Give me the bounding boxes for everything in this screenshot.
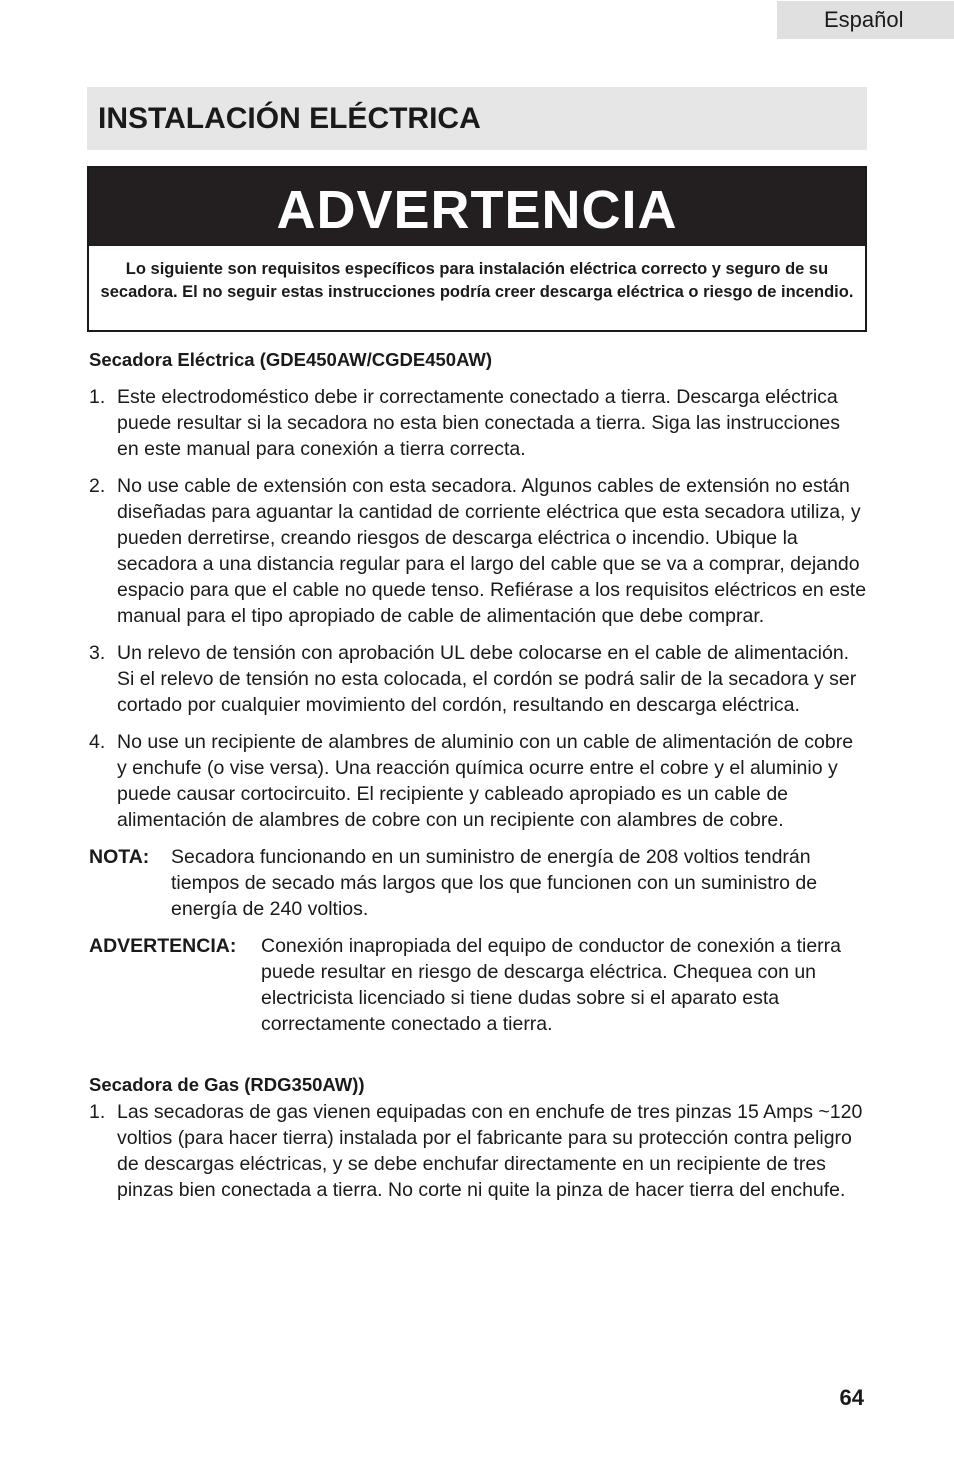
list-item-number: 1. [89,386,106,408]
list-item [89,1099,867,1203]
gas-dryer-list [89,1099,867,1203]
warning-heading: ADVERTENCIA [89,168,865,246]
list-item-text: Este electrodoméstico debe ir correctamente conectado a tierra. Descarga eléctrica puede resultar si la secadora no esta bien conectada a tierra. Siga las instrucciones en este manual para conexión a tierra correcta. [117,386,841,460]
list-item [89,473,867,629]
section-header [87,87,867,150]
main-content [89,346,867,1203]
language-tab: Español [777,1,954,39]
list-item-number: 1. [89,1101,106,1123]
note-label: NOTA: [89,846,150,868]
list-item-number: 2. [89,475,106,497]
page-number: 64 [839,1385,864,1410]
warning-note [89,933,867,1037]
electric-dryer-heading: Secadora Eléctrica (GDE450AW/CGDE450AW) [89,349,493,370]
warning-note-text: Conexión inapropiada del equipo de conductor de conexión a tierra puede resultar en riesgo de descarga eléctrica. Chequea con un electricista licenciado si tiene dudas sobre si el aparato esta correctamente conectado a tierra. [261,935,841,1035]
list-item-text: Un relevo de tensión con aprobación UL debe colocarse en el cable de alimentación. Si el relevo de tensión no esta colocada, el cordón se podrá salir de la secadora y ser cortado por cualquier movimiento del cordón, resultando en descarga eléctrica. [117,642,857,716]
list-item-text: Las secadoras de gas vienen equipadas con en enchufe de tres pinzas 15 Amps ~120 voltios (para hacer tierra) instalada por el fabricante para su protección contra peligro de descargas eléctricas, y se debe enchufar directamente en un recipiente de tres pinzas bien conectada a tierra. No corte ni quite la pinza de hacer tierra del enchufe. [117,1101,863,1201]
note [89,844,867,922]
list-item-text: No use cable de extensión con esta secadora. Algunos cables de extensión no están diseñadas para aguantar la cantidad de corriente eléctrica que esta secadora utiliza, y pueden derretirse, creando riesgos de descarga eléctrica o incendio. Ubique la secadora a una distancia regular para el largo del cable que se va a comprar, dejando espacio para que el cable no quede tenso. Refiérase a los requisitos eléctricos en este manual para el tipo apropiado de cable de alimentación que debe comprar. [117,475,867,627]
list-item [89,384,867,462]
electric-dryer-list [89,384,867,833]
list-item-number: 4. [89,731,106,753]
warning-note-label: ADVERTENCIA: [89,935,237,957]
list-item [89,640,867,718]
warning-text: Lo siguiente son requisitos específicos para instalación eléctrica correcto y seguro de su secadora. El no seguir estas instrucciones podría creer descarga eléctrica o riesgo de incendio. [100,260,854,301]
list-item-text: No use un recipiente de alambres de aluminio con un cable de alimentación de cobre y enchufe (o vise versa). Una reacción química ocurre entre el cobre y el aluminio y puede causar cortocircuito. El recipiente y cableado apropiado es un cable de alimentación de alambres de cobre con un recipiente con alambres de cobre. [117,731,854,831]
note-text: Secadora funcionando en un suministro de energía de 208 voltios tendrán tiempos de secado más largos que los que funcionen con un suministro de energía de 240 voltios. [171,846,818,920]
gas-dryer-heading: Secadora de Gas (RDG350AW)) [89,1074,365,1095]
list-item [89,729,867,833]
warning-box [87,166,867,332]
section-title: INSTALACIÓN ELÉCTRICA [98,102,481,135]
list-item-number: 3. [89,642,106,664]
